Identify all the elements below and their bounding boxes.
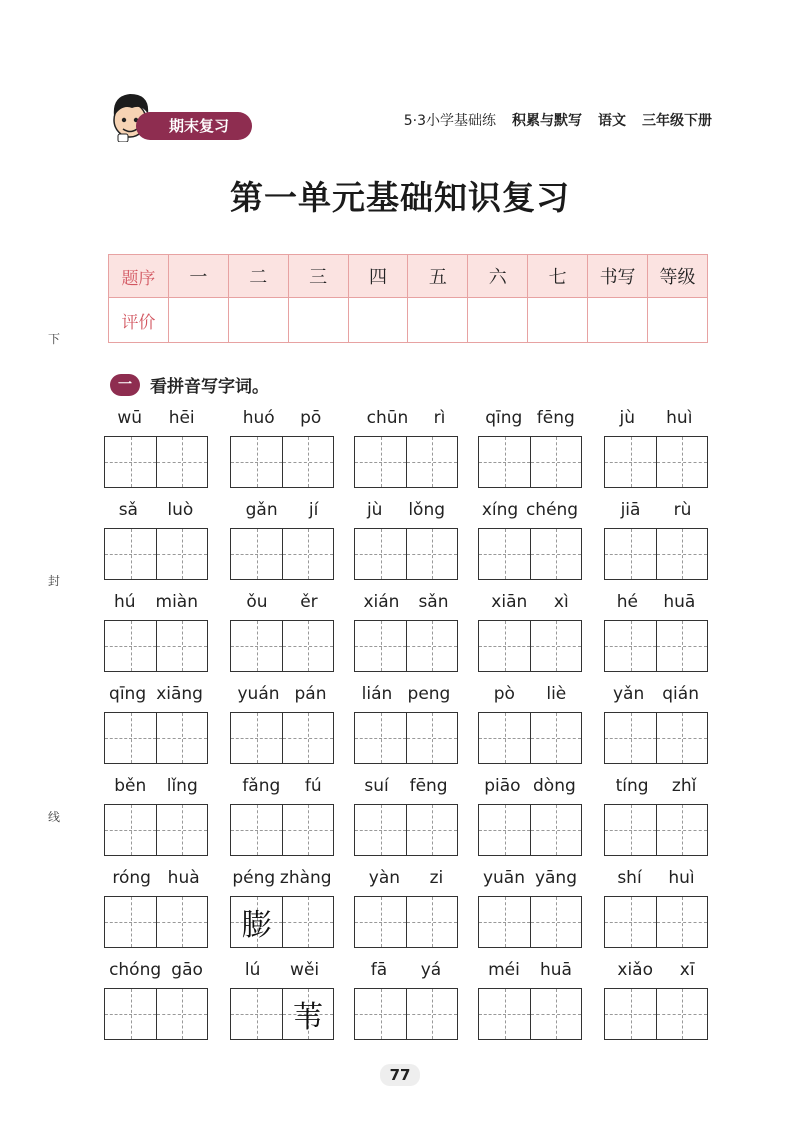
word-row xyxy=(104,958,724,1038)
written-character: 膨 xyxy=(241,908,272,943)
word-row xyxy=(104,682,724,762)
writing-boxes xyxy=(104,896,208,948)
writing-boxes xyxy=(354,804,458,856)
writing-boxes xyxy=(354,528,458,580)
pinyin-syllable: huā xyxy=(539,960,572,980)
pinyin-syllable: ěr xyxy=(300,592,318,612)
character-box[interactable] xyxy=(282,621,333,671)
pinyin-syllable: suí xyxy=(364,776,389,796)
pinyin-label xyxy=(104,958,208,982)
pinyin-syllable: wū xyxy=(117,408,143,428)
character-box[interactable] xyxy=(355,805,406,855)
pinyin-label xyxy=(604,682,708,706)
pinyin-label xyxy=(354,866,458,890)
writing-boxes xyxy=(604,436,708,488)
pinyin-label xyxy=(604,958,708,982)
pinyin-syllable: jù xyxy=(366,500,383,520)
character-box[interactable] xyxy=(406,529,457,579)
book-name: 积累与默写 xyxy=(512,113,582,129)
character-box[interactable] xyxy=(479,621,530,671)
pinyin-syllable: hú xyxy=(113,592,136,612)
character-box[interactable] xyxy=(605,989,656,1039)
pinyin-label xyxy=(478,958,582,982)
pinyin-label xyxy=(478,866,582,890)
pinyin-syllable: gǎn xyxy=(245,500,278,520)
character-box[interactable] xyxy=(406,713,457,763)
section-instruction: 看拼音写字词。 xyxy=(150,377,269,397)
pinyin-label xyxy=(230,406,334,430)
book-info xyxy=(404,110,712,130)
pinyin-syllable: péng xyxy=(232,868,276,888)
writing-boxes xyxy=(104,620,208,672)
writing-boxes xyxy=(604,988,708,1040)
grade-name: 三年级下册 xyxy=(642,113,712,129)
character-box[interactable] xyxy=(105,897,156,947)
pinyin-label xyxy=(354,406,458,430)
pinyin-syllable: fā xyxy=(370,960,388,980)
writing-boxes xyxy=(230,528,334,580)
character-box[interactable] xyxy=(156,897,207,947)
pinyin-label xyxy=(604,774,708,798)
character-box[interactable] xyxy=(530,621,581,671)
pinyin-syllable: qián xyxy=(662,684,699,704)
margin-char: 线 xyxy=(48,810,61,824)
pinyin-label xyxy=(354,498,458,522)
character-box[interactable] xyxy=(105,989,156,1039)
pinyin-syllable: huì xyxy=(668,868,695,888)
writing-boxes xyxy=(604,528,708,580)
pinyin-label xyxy=(230,590,334,614)
character-box[interactable] xyxy=(530,713,581,763)
eval-cell[interactable] xyxy=(228,298,288,343)
character-box[interactable] xyxy=(156,437,207,487)
pinyin-syllable: yǎn xyxy=(613,684,645,704)
series-name: 5·3小学基础练 xyxy=(403,113,496,129)
character-box[interactable] xyxy=(156,805,207,855)
character-box[interactable] xyxy=(156,529,207,579)
pinyin-syllable: xī xyxy=(679,960,695,980)
character-box[interactable] xyxy=(406,805,457,855)
eval-col: 四 xyxy=(348,255,408,298)
character-box[interactable] xyxy=(355,529,406,579)
writing-boxes xyxy=(230,896,334,948)
writing-boxes xyxy=(604,804,708,856)
character-box[interactable] xyxy=(479,805,530,855)
character-box[interactable] xyxy=(282,529,333,579)
pinyin-syllable: fú xyxy=(304,776,322,796)
character-box[interactable] xyxy=(105,713,156,763)
pinyin-syllable: qīng xyxy=(485,408,523,428)
pinyin-syllable: zhàng xyxy=(279,868,332,888)
eval-col: 一 xyxy=(168,255,228,298)
character-box[interactable] xyxy=(605,713,656,763)
writing-boxes xyxy=(478,804,582,856)
character-box[interactable] xyxy=(105,621,156,671)
pinyin-syllable: gāo xyxy=(171,960,203,980)
character-box[interactable] xyxy=(530,989,581,1039)
pinyin-syllable: zhǐ xyxy=(671,776,697,796)
character-box[interactable] xyxy=(156,621,207,671)
pinyin-syllable: xiāng xyxy=(156,684,203,704)
pinyin-label xyxy=(104,590,208,614)
pinyin-label xyxy=(354,958,458,982)
pinyin-syllable: hēi xyxy=(168,408,195,428)
character-box[interactable] xyxy=(231,529,282,579)
character-box[interactable] xyxy=(355,989,406,1039)
pinyin-label xyxy=(104,682,208,706)
pinyin-syllable: lú xyxy=(244,960,261,980)
section-badge: 期末复习 xyxy=(136,112,252,140)
eval-cell[interactable] xyxy=(588,298,648,343)
pinyin-label xyxy=(104,774,208,798)
pinyin-syllable: jí xyxy=(308,500,319,520)
pinyin-label xyxy=(354,774,458,798)
writing-boxes xyxy=(604,620,708,672)
pinyin-syllable: jiā xyxy=(620,500,641,520)
pinyin-label xyxy=(604,866,708,890)
eval-col: 六 xyxy=(468,255,528,298)
character-box[interactable] xyxy=(282,805,333,855)
pinyin-syllable: sǎ xyxy=(118,500,138,520)
word-row xyxy=(104,590,724,670)
pinyin-label xyxy=(478,498,582,522)
writing-boxes xyxy=(478,436,582,488)
writing-boxes xyxy=(104,804,208,856)
character-box[interactable] xyxy=(355,621,406,671)
header-badge xyxy=(106,86,256,142)
writing-boxes xyxy=(104,712,208,764)
character-box[interactable] xyxy=(656,529,707,579)
word-row xyxy=(104,498,724,578)
pinyin-syllable: běn xyxy=(114,776,147,796)
pinyin-syllable: liè xyxy=(546,684,567,704)
pinyin-label xyxy=(478,682,582,706)
pinyin-syllable: xiān xyxy=(491,592,528,612)
character-box[interactable] xyxy=(231,805,282,855)
pinyin-syllable: pò xyxy=(493,684,515,704)
pinyin-syllable: yuán xyxy=(237,684,280,704)
section-number: 一 xyxy=(110,374,140,396)
character-box[interactable] xyxy=(605,897,656,947)
written-character: 苇 xyxy=(293,1000,323,1035)
writing-boxes xyxy=(354,896,458,948)
writing-boxes xyxy=(478,988,582,1040)
character-box[interactable] xyxy=(231,713,282,763)
pinyin-syllable: fēng xyxy=(409,776,448,796)
character-box[interactable] xyxy=(479,529,530,579)
pinyin-syllable: ǒu xyxy=(246,592,268,612)
evaluation-table xyxy=(108,254,708,343)
eval-row-head: 题序 xyxy=(109,255,169,298)
eval-col: 二 xyxy=(228,255,288,298)
writing-boxes xyxy=(354,988,458,1040)
word-row xyxy=(104,406,724,486)
pinyin-syllable: yàn xyxy=(368,868,401,888)
eval-cell[interactable] xyxy=(348,298,408,343)
pinyin-syllable: sǎn xyxy=(418,592,449,612)
character-box[interactable] xyxy=(406,437,457,487)
pinyin-label xyxy=(230,958,334,982)
pinyin-syllable: shí xyxy=(617,868,642,888)
pinyin-syllable: luò xyxy=(167,500,194,520)
pinyin-label xyxy=(478,590,582,614)
character-box[interactable] xyxy=(530,897,581,947)
pinyin-label xyxy=(604,498,708,522)
pinyin-syllable: huà xyxy=(167,868,200,888)
eval-col: 五 xyxy=(408,255,468,298)
writing-boxes xyxy=(478,528,582,580)
pinyin-syllable: huó xyxy=(242,408,275,428)
pinyin-label xyxy=(478,774,582,798)
writing-boxes xyxy=(104,528,208,580)
margin-char: 下 xyxy=(48,332,61,346)
pinyin-syllable: tíng xyxy=(615,776,649,796)
writing-boxes xyxy=(230,436,334,488)
pinyin-syllable: huā xyxy=(663,592,696,612)
pinyin-syllable: rù xyxy=(673,500,692,520)
writing-boxes xyxy=(478,896,582,948)
character-box[interactable] xyxy=(282,897,333,947)
eval-cell[interactable] xyxy=(168,298,228,343)
pinyin-syllable: fǎng xyxy=(242,776,281,796)
character-box[interactable] xyxy=(605,805,656,855)
character-box[interactable] xyxy=(656,437,707,487)
character-box[interactable] xyxy=(231,437,282,487)
eval-cell[interactable] xyxy=(468,298,528,343)
writing-boxes xyxy=(604,896,708,948)
character-box[interactable] xyxy=(231,621,282,671)
character-box[interactable] xyxy=(479,437,530,487)
character-box[interactable] xyxy=(656,897,707,947)
character-box[interactable] xyxy=(282,989,333,1039)
pinyin-syllable: piāo xyxy=(484,776,521,796)
pinyin-syllable: yāng xyxy=(534,868,577,888)
character-box[interactable] xyxy=(656,713,707,763)
character-box[interactable] xyxy=(105,437,156,487)
character-box[interactable] xyxy=(282,713,333,763)
writing-boxes xyxy=(230,804,334,856)
pinyin-syllable: qīng xyxy=(109,684,147,704)
pinyin-label xyxy=(230,498,334,522)
character-box[interactable] xyxy=(605,529,656,579)
pinyin-syllable: pō xyxy=(300,408,322,428)
character-box[interactable] xyxy=(406,897,457,947)
subject-name: 语文 xyxy=(598,113,626,129)
eval-row-head: 评价 xyxy=(109,298,169,343)
pinyin-label xyxy=(354,590,458,614)
pinyin-syllable: xíng xyxy=(481,500,519,520)
pinyin-syllable: pán xyxy=(294,684,327,704)
eval-col: 等级 xyxy=(648,255,708,298)
writing-boxes xyxy=(230,620,334,672)
writing-boxes xyxy=(478,712,582,764)
pinyin-label xyxy=(104,498,208,522)
eval-cell[interactable] xyxy=(288,298,348,343)
margin-char: 封 xyxy=(48,574,61,588)
eval-cell[interactable] xyxy=(528,298,588,343)
pinyin-syllable: jù xyxy=(619,408,636,428)
character-box[interactable] xyxy=(156,989,207,1039)
writing-boxes xyxy=(230,988,334,1040)
character-box[interactable] xyxy=(406,989,457,1039)
pinyin-syllable: róng xyxy=(112,868,151,888)
pinyin-syllable: xì xyxy=(553,592,569,612)
character-box[interactable] xyxy=(406,621,457,671)
word-row xyxy=(104,774,724,854)
pinyin-syllable: chóng xyxy=(109,960,162,980)
pinyin-label xyxy=(230,866,334,890)
writing-boxes xyxy=(478,620,582,672)
character-box[interactable] xyxy=(656,805,707,855)
writing-boxes xyxy=(354,712,458,764)
eval-cell[interactable] xyxy=(648,298,708,343)
pinyin-syllable: zi xyxy=(429,868,444,888)
writing-boxes xyxy=(354,620,458,672)
eval-score-row xyxy=(109,298,708,343)
pinyin-syllable: hé xyxy=(616,592,638,612)
section-heading xyxy=(110,372,269,397)
character-box[interactable] xyxy=(355,713,406,763)
word-row xyxy=(104,866,724,946)
character-box[interactable] xyxy=(282,437,333,487)
character-box[interactable] xyxy=(355,897,406,947)
pinyin-syllable: yuān xyxy=(482,868,525,888)
character-box[interactable] xyxy=(605,437,656,487)
character-box[interactable] xyxy=(530,437,581,487)
pinyin-syllable: méi xyxy=(488,960,520,980)
pinyin-syllable: rì xyxy=(433,408,446,428)
pinyin-syllable: lǒng xyxy=(408,500,446,520)
pinyin-label xyxy=(230,682,334,706)
eval-col: 书写 xyxy=(588,255,648,298)
character-box[interactable] xyxy=(479,989,530,1039)
pinyin-syllable: xiǎo xyxy=(617,960,653,980)
character-box[interactable] xyxy=(355,437,406,487)
character-box[interactable] xyxy=(656,621,707,671)
pinyin-label xyxy=(604,590,708,614)
writing-boxes xyxy=(604,712,708,764)
pinyin-label xyxy=(604,406,708,430)
pinyin-syllable: xián xyxy=(363,592,400,612)
pinyin-syllable: lǐng xyxy=(166,776,198,796)
eval-col: 七 xyxy=(528,255,588,298)
page-number xyxy=(0,1066,800,1084)
character-box[interactable] xyxy=(605,621,656,671)
pinyin-syllable: wěi xyxy=(290,960,320,980)
pinyin-syllable: huì xyxy=(666,408,693,428)
pinyin-syllable: chūn xyxy=(366,408,409,428)
character-box[interactable] xyxy=(231,989,282,1039)
character-box[interactable] xyxy=(530,529,581,579)
character-box[interactable] xyxy=(479,897,530,947)
pinyin-label xyxy=(230,774,334,798)
pinyin-label xyxy=(354,682,458,706)
pinyin-label xyxy=(104,866,208,890)
character-box[interactable] xyxy=(479,713,530,763)
writing-boxes xyxy=(230,712,334,764)
pinyin-label xyxy=(104,406,208,430)
pinyin-syllable: peng xyxy=(407,684,451,704)
character-box[interactable] xyxy=(231,897,282,947)
pinyin-syllable: miàn xyxy=(155,592,198,612)
pinyin-syllable: lián xyxy=(361,684,393,704)
eval-cell[interactable] xyxy=(408,298,468,343)
character-box[interactable] xyxy=(656,989,707,1039)
page-number-text: 77 xyxy=(380,1064,421,1086)
pinyin-label xyxy=(478,406,582,430)
character-box[interactable] xyxy=(105,805,156,855)
character-box[interactable] xyxy=(156,713,207,763)
character-box[interactable] xyxy=(105,529,156,579)
writing-boxes xyxy=(104,436,208,488)
pinyin-syllable: yá xyxy=(420,960,442,980)
pinyin-syllable: dòng xyxy=(533,776,576,796)
pinyin-syllable: fēng xyxy=(536,408,575,428)
eval-header-row xyxy=(109,255,708,298)
writing-boxes xyxy=(354,436,458,488)
pinyin-syllable: chéng xyxy=(525,500,579,520)
eval-col: 三 xyxy=(288,255,348,298)
character-box[interactable] xyxy=(530,805,581,855)
writing-boxes xyxy=(104,988,208,1040)
page-title: 第一单元基础知识复习 xyxy=(230,178,570,217)
